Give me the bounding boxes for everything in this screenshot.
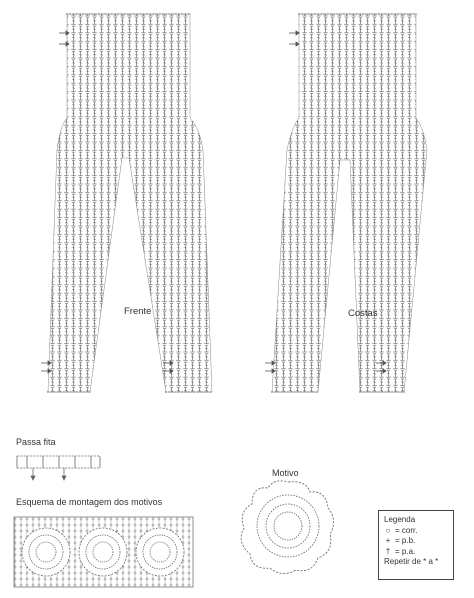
front-label: Frente [124, 306, 152, 317]
legend-item-text: = p.b. [395, 536, 416, 545]
legend-repeat-text: Repetir de * a * [384, 557, 439, 566]
ribbon-chart [17, 456, 100, 480]
back-panel-chart [265, 14, 427, 392]
double-crochet-symbol-icon: † [385, 546, 391, 556]
legend-item-text: = corr. [395, 525, 418, 535]
legend-title: Legenda [384, 515, 416, 524]
legend-item-single-crochet [384, 536, 448, 547]
front-pants-shape [48, 14, 212, 392]
assembly-motifs [22, 528, 184, 576]
legend-item-text: = p.a. [395, 546, 416, 556]
motif-inner-ring [266, 504, 310, 548]
motif-outer-petals [241, 481, 333, 574]
motif-label: Motivo [272, 468, 299, 478]
legend-item-chain [384, 526, 448, 537]
assembly-label: Esquema de montagem dos motivos [16, 497, 163, 507]
single-crochet-symbol-icon: + [385, 536, 391, 545]
front-panel-chart [41, 14, 213, 392]
chain-symbol-icon: ○ [385, 525, 391, 535]
motif-chart [241, 481, 333, 574]
legend-item-double-crochet [384, 547, 448, 558]
motif-center-ring [274, 512, 302, 540]
legend-box [378, 510, 454, 580]
back-label: Costas [348, 308, 378, 319]
back-pants-shape [272, 14, 427, 392]
assembly-scheme [14, 517, 193, 587]
ribbon-label: Passa fita [16, 437, 56, 447]
